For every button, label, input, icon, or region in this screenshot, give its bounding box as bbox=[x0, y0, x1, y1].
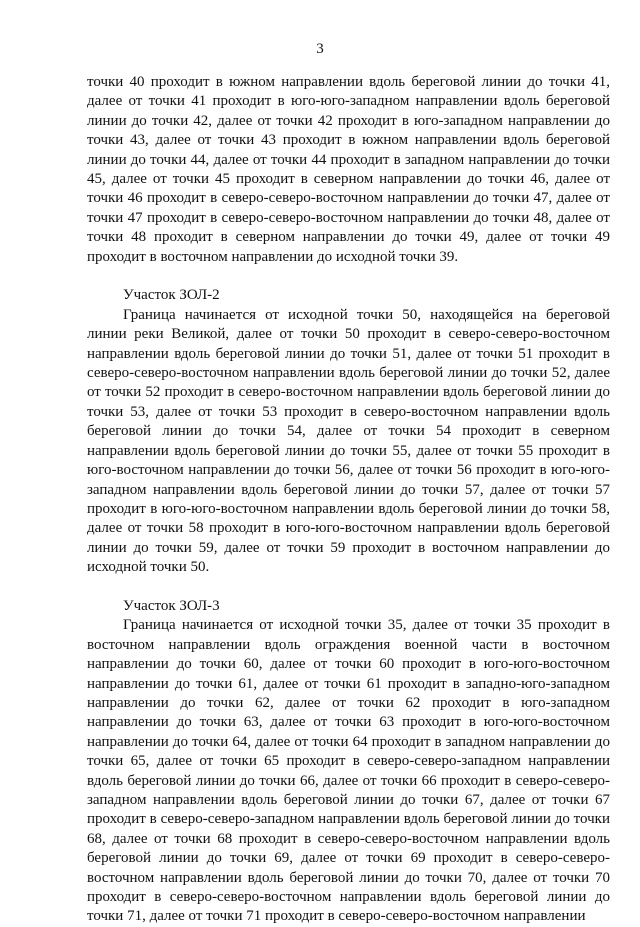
paragraph-zol1-continuation: точки 40 проходит в южном направлении вдоль береговой линии до точки 41, далее от точки 41 проходит в юго-юго-западном направлении вдоль береговой линии до точки 42, далее от точки 42 проходит в юго-западном направлении до точки 43, далее от точки 43 проходит в южном направлении вдоль береговой линии до точки 44, далее от точки 44 проходит в западном направлении до точки 45, далее от точки 45 проходит в северном направлении до точки 46, далее от точки 46 проходит в северо-северо-восточном направлении до точки 47, далее от точки 47 проходит в северо-северо-восточном направлении до точки 48, далее от точки 48 проходит в северном направлении до точки 49, далее от точки 49 проходит в восточном направлении до исходной точки 39. bbox=[87, 74, 610, 265]
paragraph-zol-3: Граница начинается от исходной точки 35, далее от точки 35 проходит в восточном направлении вдоль ограждения военной части в восточном направлении до точки 60, далее от точки 60 проходит в юго-юго-восточном направлении до точки 61, далее от точки 61 проходит в западно-юго-западном направлении до точки 62, далее от точки 62 проходит в юго-западном направлении до точки 63, далее от точки 63 проходит в юго-юго-восточном направлении до точки 64, далее от точки 64 проходит в западном направлении до точки 65, далее от точки 65 проходит в северо-северо-западном направлении вдоль береговой линии до точки 66, далее от точки 66 проходит в северо-северо-западном направлении вдоль береговой линии до точки 67, далее от точки 67 проходит в северо-северо-западном направлении вдоль береговой линии до точки 68, далее от точки 68 проходит в северо-северо-восточном направлении вдоль береговой линии до точки 69, далее от точки 69 проходит в северо-северо-восточном направлении вдоль береговой линии до точки 70, далее от точки 70 проходит в северо-северо-восточном направлении вдоль береговой линии до точки 71, далее от точки 71 проходит в северо-северо-восточном направлении bbox=[87, 617, 610, 925]
page-number: 3 bbox=[316, 41, 324, 57]
section-heading-zol-2: Участок ЗОЛ-2 bbox=[123, 287, 220, 304]
document-body bbox=[87, 73, 610, 927]
section-heading-zol-3: Участок ЗОЛ-3 bbox=[123, 597, 220, 614]
paragraph-zol-2: Граница начинается от исходной точки 50, находящейся на береговой линии реки Великой, далее от точки 50 проходит в северо-северо-восточном направлении вдоль береговой линии до точки 51, далее от точки 51 проходит в северо-северо-восточном направлении вдоль береговой линии до точки 52, далее от точки 52 проходит в северо-восточном направлении вдоль береговой линии до точки 53, далее от точки 53 проходит в северо-восточном направлении вдоль береговой линии до точки 54, далее от точки 54 проходит в северном направлении вдоль береговой линии до точки 55, далее от точки 55 проходит в юго-восточном направлении до точки 56, далее от точки 56 проходит в юго-юго-западном направлении вдоль береговой линии до точки 57, далее от точки 57 проходит в юго-юго-восточном направлении вдоль береговой линии до точки 58, далее от точки 58 проходит в юго-юго-восточном направлении вдоль береговой линии до точки 59, далее от точки 59 проходит в восточном направлении до исходной точки 50. bbox=[87, 306, 610, 576]
